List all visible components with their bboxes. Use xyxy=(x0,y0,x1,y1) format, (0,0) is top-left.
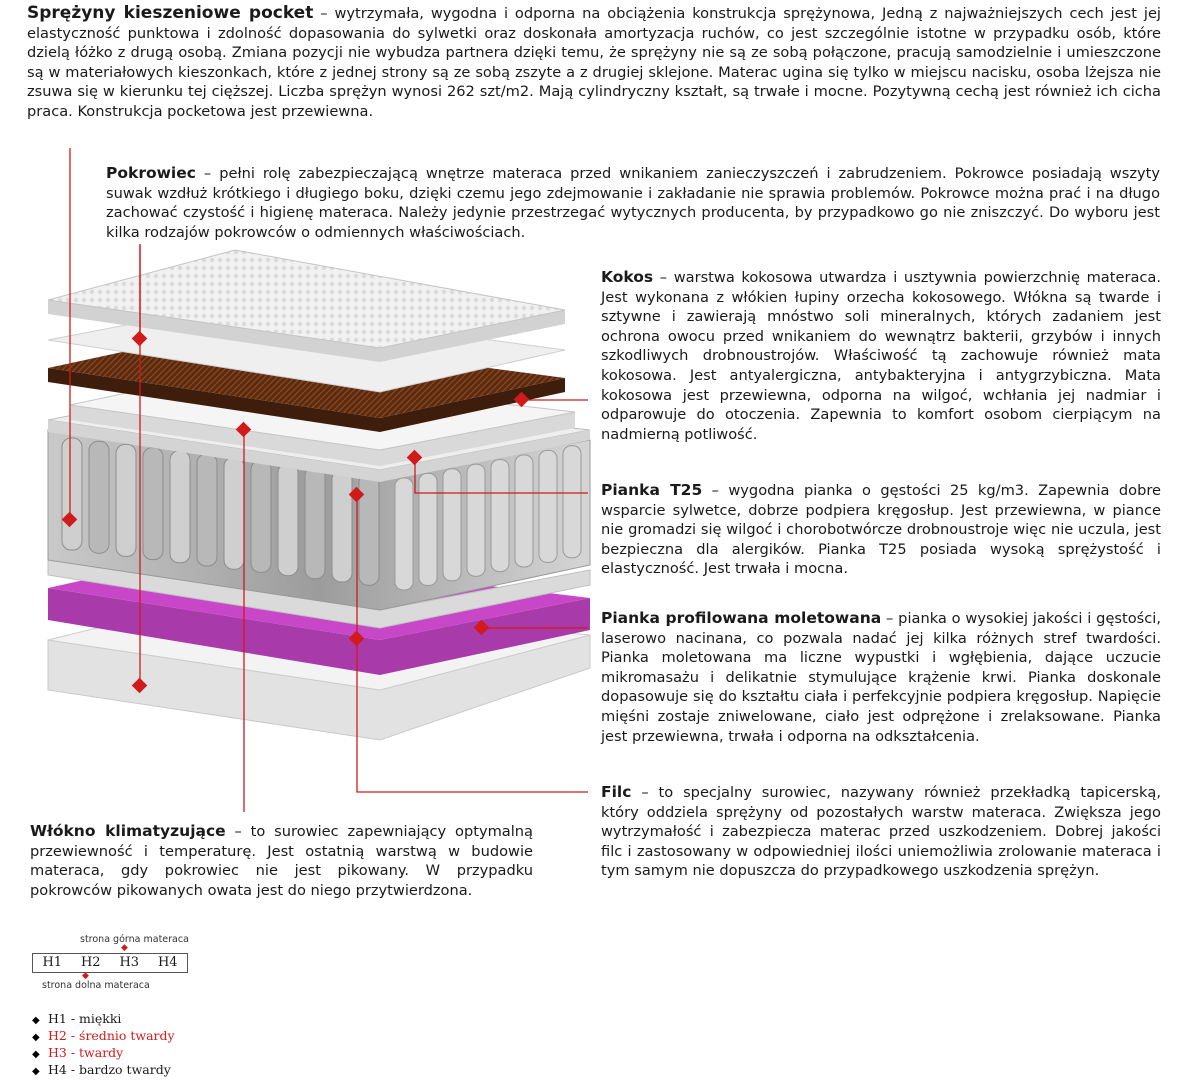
section-title: Sprężyny kieszeniowe pocket xyxy=(27,3,314,23)
section-title: Pokrowiec xyxy=(106,164,196,182)
bottom-marker-icon: ◆ xyxy=(82,971,89,981)
section-title: Filc xyxy=(601,783,632,801)
diamond-icon: ◆ xyxy=(32,1015,40,1026)
scale-level: H4 xyxy=(157,955,178,970)
marker-felt-upper xyxy=(349,487,365,503)
marker-bottom-fiber xyxy=(132,678,148,694)
scale-level: H1 xyxy=(42,955,63,970)
diamond-icon: ◆ xyxy=(32,1032,40,1043)
section-text: – wytrzymała, wygodna i odporna na obciążenia konstrukcja sprężynowa, Jedną z najważniejszych cech jest jej elastyczność punktowa i zdolność dopasowania do sylwetki oraz doskonała amortyzacja ruchów, co jest szczególnie istotne w przypadku osób, które dzielą łóżko z drugą osobą. Zmiana pozycji nie wybudza partnera dzięki temu, że sprężyny nie są ze sobą połączone, pracują samodzielnie i umieszczone są w materiałowych kieszonkach, które z jednej strony są ze sobą zszyte a z drugiej sklejone. Materac ugina się tylko w miejscu nacisku, osoba lżejsza nie zsuwa się w kierunku tej cięższej. Liczba sprężyn wynosi 262 szt/m2. Mają cylindryczny kształt, są trwałe i mocne. Pozytywną cechą jest również ich cicha praca. Konstrukcja pocketowa jest przewiewna. xyxy=(27,5,1161,120)
marker-felt-lower xyxy=(349,631,365,647)
marker-foam-t25 xyxy=(407,450,423,466)
hardness-scale xyxy=(32,953,188,973)
marker-fiber xyxy=(236,422,252,438)
section-text: – warstwa kokosowa utwardza i usztywnia powierzchnię materaca. Jest wykonana z włókien łupiny orzecha kokosowego. Włókna są twarde i sztywne i zawierają mnóstwo soli mineralnych, których zadaniem jest ochrona owocu przed wnikaniem do wewnątrz bakterii, grzybów i innych szkodliwych drobnoustrojów. Właściwość tą zachowuje również mata kokosowa. Jest antyalergiczna, antybakteryjna i antygrzybiczna. Mata kokosowa jest przewiewna, odporna na wilgoć, wchłania jej nadmiar i odparowuje do otoczenia. Zapewnia to komfort osobom cierpiącym na nadmierną potliwość. xyxy=(601,269,1161,443)
diamond-icon: ◆ xyxy=(32,1049,40,1060)
section-text: – to surowiec zapewniający optymalną przewiewność i temperaturę. Jest ostatnią warstwą w budowie materaca, gdy pokrowiec nie jest pikowany. W przypadku pokrowców pikowanych owata jest do niego przytwierdzona. xyxy=(30,823,533,899)
scale-bottom-caption: strona dolna materaca xyxy=(42,980,150,991)
section-title: Włókno klimatyzujące xyxy=(30,822,226,840)
section-title: Pianka profilowana moletowana xyxy=(601,609,882,627)
legend-item-h2: ◆ H2 - średnio twardy xyxy=(32,1028,175,1046)
section-text: – pełni rolę zabezpieczającą wnętrze materaca przed wnikaniem zanieczyszczeń i zabrudzeniem. Pokrowce posiadają wszyty suwak wzdłuż krótkiego i długiego boku, dzięki czemu jego zdejmowanie i zakładanie nie sprawia problemów. Pokrowce można prać i na długo zachować czystość i higienę materaca. Należy jedynie przestrzegać wytycznych producenta, by przypadkowo go nie zniszczyć. Do wyboru jest kilka rodzajów pokrowców o odmiennych właściwościach. xyxy=(106,165,1160,241)
scale-top-caption: strona górna materaca xyxy=(80,934,189,945)
section-title: Pianka T25 xyxy=(601,481,703,499)
section-text: – wygodna pianka o gęstości 25 kg/m3. Zapewnia dobre wsparcie sylwetce, dobrze podpiera kręgosłup. Jest przewiewna, w piance nie gromadzi się wilgoć i chorobotwórcze drobnoustroje więc nie uczula, jest bezpieczna dla alergików. Pianka T25 posiada wysoką sprężystość i elastyczność. Jest trwała i mocna. xyxy=(601,482,1161,578)
section-title: Kokos xyxy=(601,268,654,286)
scale-level: H3 xyxy=(119,955,140,970)
section-text: – pianka o wysokiej jakości i gęstości, laserowo nacinana, co pozwala nadać jej kilka różnych stref twardości. Pianka moletowana ma liczne wypustki i wgłębienia, dające uczucie mikromasażu i delikatnie stymulujące krążenie krwi. Pianka doskonale dopasowuje się do kształtu ciała i perfekcyjnie podpiera kręgosłup. Napięcie mięśni zostaje zniwelowane, ciało jest odprężone i zrelaksowane. Pianka jest przewiewna, trwała i odporna na odkształcenia. xyxy=(601,610,1162,745)
legend-item-h4: ◆ H4 - bardzo twardy xyxy=(32,1062,171,1080)
diamond-icon: ◆ xyxy=(32,1066,40,1077)
scale-level: H2 xyxy=(80,955,101,970)
section-text: – to specjalny surowiec, nazywany również przekładką tapicerską, który oddziela sprężyny od pozostałych warstw materaca. Zwiększa jego wytrzymałość i zabezpiecza materac przed uszkodzeniem. Dobrej jakości filc i zastosowany w odpowiedniej ilości uniemożliwia zrolowanie materaca i tym samym nie dopuszcza do przypadkowego uszkodzenia sprężyn. xyxy=(601,784,1161,880)
legend-item-h3: ◆ H3 - twardy xyxy=(32,1045,123,1063)
marker-coconut xyxy=(514,392,530,408)
top-marker-icon: ◆ xyxy=(121,943,128,953)
marker-springs xyxy=(62,512,78,528)
marker-profiled-foam xyxy=(474,620,490,636)
marker-cover xyxy=(132,331,148,347)
legend-item-h1: ◆ H1 - miękki xyxy=(32,1011,121,1029)
